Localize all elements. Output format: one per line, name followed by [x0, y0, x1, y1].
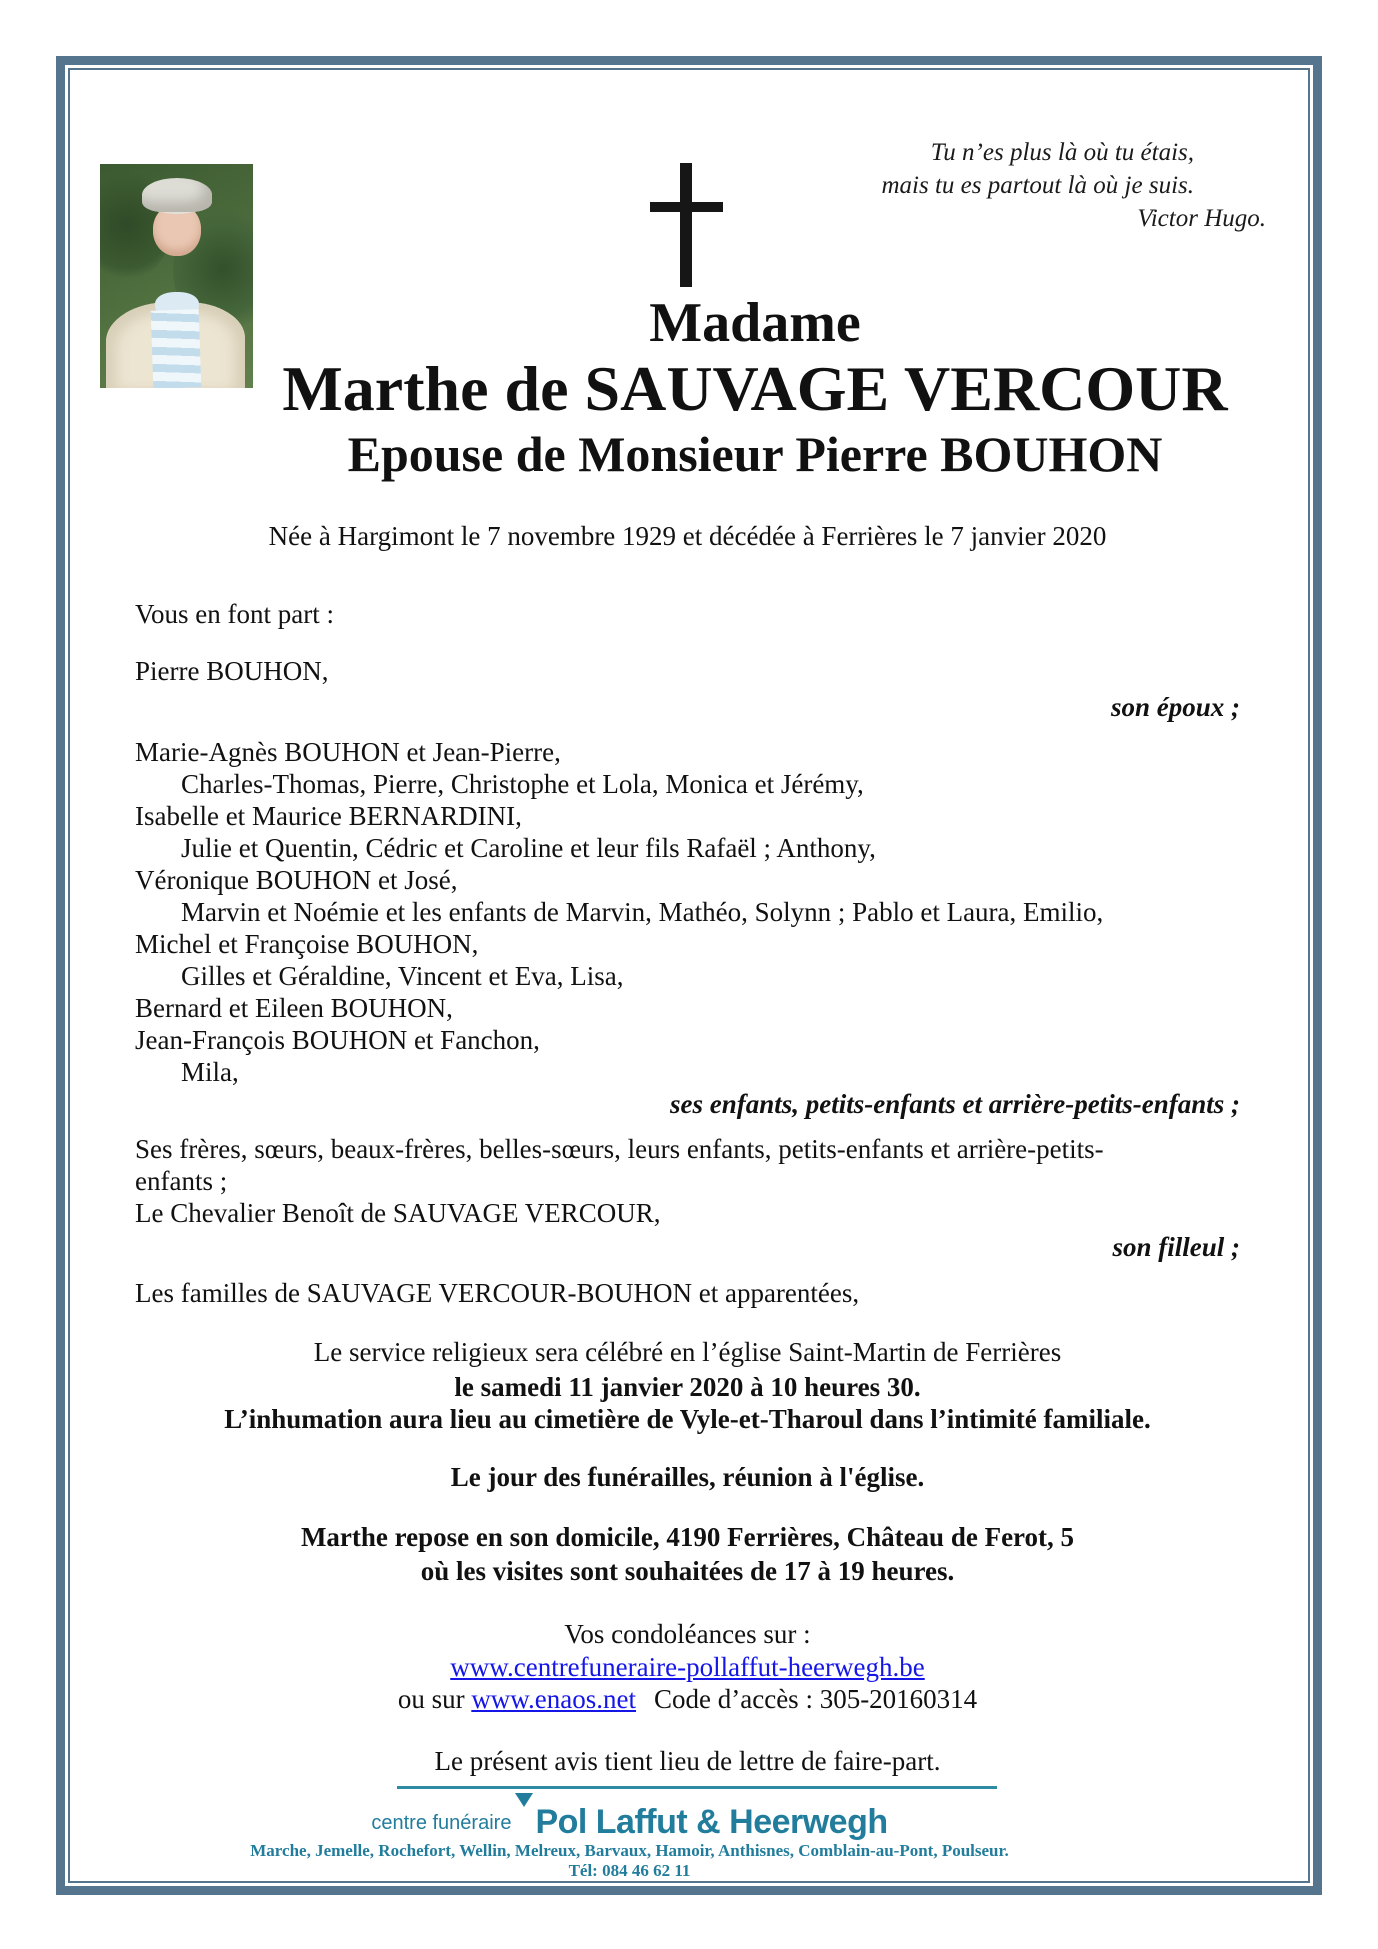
- condolences-link-row: [135, 1651, 1240, 1683]
- family-line: Jean-François BOUHON et Fanchon,: [135, 1025, 540, 1055]
- footer-phone: Tél: 084 46 62 11: [568, 1861, 691, 1880]
- relation-label: son filleul ;: [1112, 1232, 1240, 1262]
- family-line: Gilles et Géraldine, Vincent et Eva, Lisa,: [181, 961, 624, 991]
- cross-icon: [650, 163, 723, 287]
- announcement-body: [135, 520, 1240, 1880]
- gathering-line: Le jour des funérailles, réunion à l'église.: [450, 1462, 925, 1492]
- family-line: Charles-Thomas, Pierre, Christophe et Lola, Monica et Jérémy,: [181, 769, 864, 799]
- triangle-down-icon: [515, 1793, 533, 1807]
- family-line: Julie et Quentin, Cédric et Caroline et leur fils Rafaël ; Anthony,: [181, 833, 876, 863]
- enaos-website-link[interactable]: www.enaos.net: [471, 1684, 637, 1714]
- quote-attribution: Victor Hugo.: [1137, 205, 1266, 232]
- enaos-row: [135, 1683, 1240, 1715]
- spouse-line: Epouse de Monsieur Pierre BOUHON: [347, 426, 1163, 482]
- memorial-quote: [881, 136, 1266, 235]
- repose-line: où les visites sont souhaitées de 17 à 19 heures.: [420, 1556, 955, 1586]
- notice-line: Le présent avis tient lieu de lettre de faire-part.: [434, 1746, 941, 1776]
- title-block: [270, 292, 1240, 484]
- godson-line: Le Chevalier Benoît de SAUVAGE VERCOUR,: [135, 1198, 661, 1228]
- logo-prefix: centre funéraire: [371, 1812, 512, 1834]
- logo-name: Pol Laffut & Heerwegh: [535, 1803, 888, 1841]
- funeral-home-logo: [77, 1793, 1182, 1840]
- enaos-prefix: ou sur: [397, 1684, 472, 1714]
- family-line: Véronique BOUHON et José,: [135, 865, 458, 895]
- family-line: Pierre BOUHON,: [135, 656, 329, 686]
- quote-line: mais tu es partout là où je suis.: [881, 172, 1194, 199]
- relation-label: ses enfants, petits-enfants et arrière-petits-enfants ;: [670, 1089, 1240, 1119]
- family-line: Isabelle et Maurice BERNARDINI,: [135, 801, 522, 831]
- condolences-heading: Vos condoléances sur :: [564, 1619, 811, 1649]
- footer-cities: Marche, Jemelle, Rochefort, Wellin, Melreux, Barvaux, Hamoir, Anthisnes, Comblain-au-Pont, Poulseur.: [250, 1841, 1009, 1860]
- service-line: Le service religieux sera célébré en l’église Saint-Martin de Ferrières: [313, 1337, 1062, 1367]
- access-code: Code d’accès : 305-20160314: [654, 1684, 978, 1714]
- family-line: Marie-Agnès BOUHON et Jean-Pierre,: [135, 737, 561, 767]
- photo-figure-scarf: [151, 309, 202, 388]
- salutation: Madame: [649, 292, 861, 354]
- siblings-line: Ses frères, sœurs, beaux-frères, belles-sœurs, leurs enfants, petits-enfants et arrière-petits-: [135, 1134, 1104, 1164]
- burial-line: L’inhumation aura lieu au cimetière de Vyle-et-Tharoul dans l’intimité familiale.: [224, 1404, 1151, 1434]
- families-line: Les familles de SAUVAGE VERCOUR-BOUHON et apparentées,: [135, 1278, 860, 1308]
- relation-label: son époux ;: [1110, 692, 1240, 722]
- portrait-photo: [100, 164, 253, 388]
- repose-line: Marthe repose en son domicile, 4190 Ferrières, Château de Ferot, 5: [300, 1522, 1075, 1552]
- intro-line: Vous en font part :: [135, 599, 334, 629]
- family-line: Marvin et Noémie et les enfants de Marvin, Mathéo, Solynn ; Pablo et Laura, Emilio,: [181, 897, 1104, 927]
- photo-figure-hair: [142, 178, 212, 212]
- deceased-name: Marthe de SAUVAGE VERCOUR: [282, 353, 1228, 424]
- family-line: Mila,: [181, 1057, 239, 1087]
- service-datetime: le samedi 11 janvier 2020 à 10 heures 30.: [454, 1372, 921, 1402]
- family-line: Bernard et Eileen BOUHON,: [135, 993, 453, 1023]
- footer-divider: [397, 1786, 997, 1789]
- life-dates: Née à Hargimont le 7 novembre 1929 et décédée à Ferrières le 7 janvier 2020: [268, 521, 1107, 551]
- funeral-home-website-link[interactable]: www.centrefuneraire-pollaffut-heerwegh.be: [450, 1652, 925, 1682]
- family-line: Michel et Françoise BOUHON,: [135, 929, 479, 959]
- quote-line: Tu n’es plus là où tu étais,: [930, 139, 1194, 166]
- siblings-line: enfants ;: [135, 1166, 228, 1196]
